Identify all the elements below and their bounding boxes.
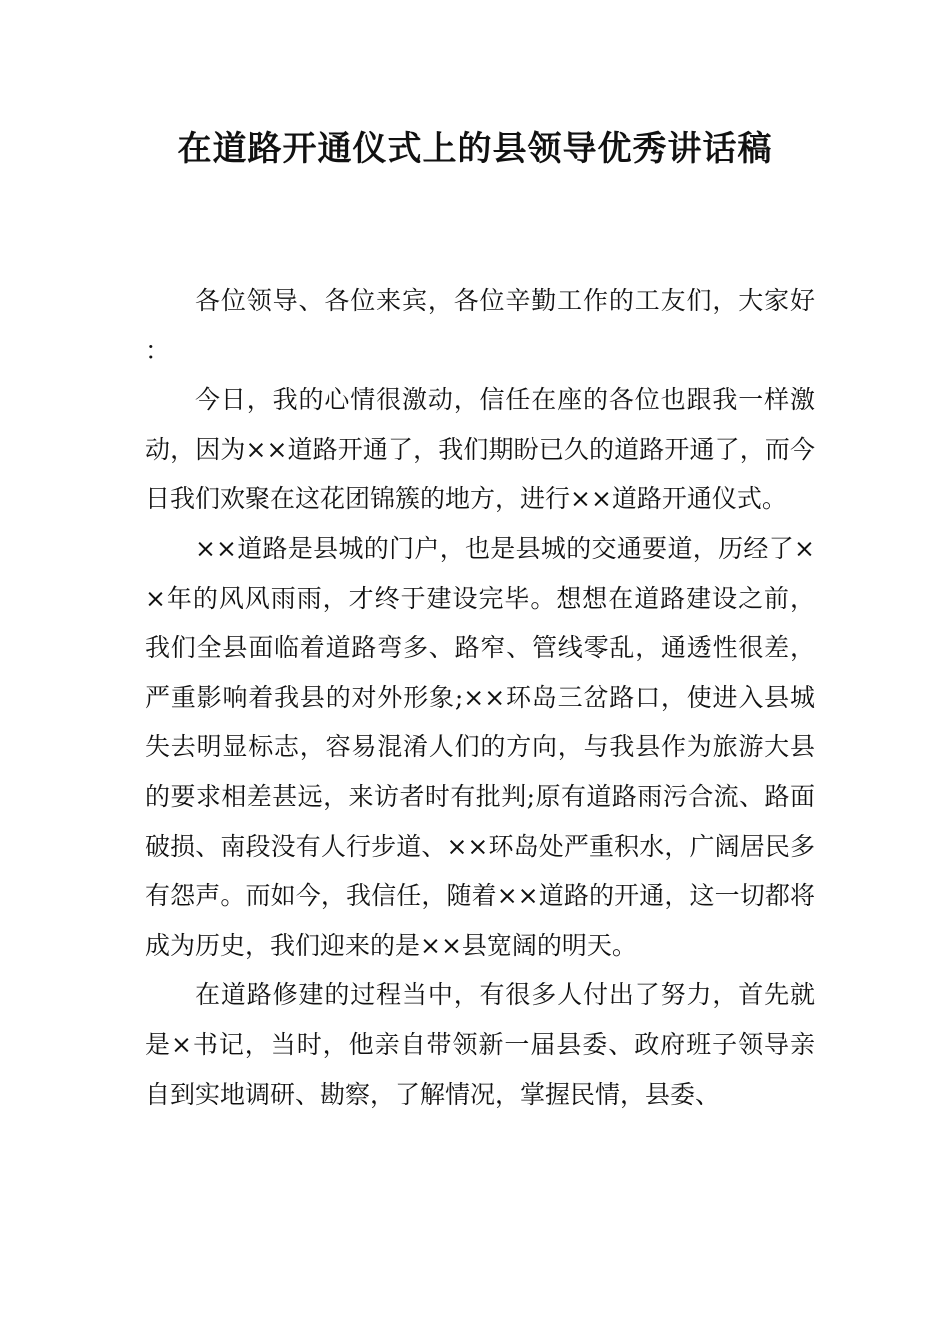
paragraph-opening: 今日，我的心情很激动，信任在座的各位也跟我一样激动，因为××道路开通了，我们期盼已久的道路开通了，而今日我们欢聚在这花团锦簇的地方，进行××道路开通仪式。 <box>145 385 815 514</box>
document-title: 在道路开通仪式上的县领导优秀讲话稿 <box>177 129 773 169</box>
document-body <box>145 276 815 1119</box>
paragraph-acknowledgement: 在道路修建的过程当中，有很多人付出了努力，首先就是×书记，当时，他亲自带领新一届县委、政府班子领导亲自到实地调研、勘察，了解情况，掌握民情，县委、 <box>145 980 815 1109</box>
paragraph-road-history: ××道路是县城的门户，也是县城的交通要道，历经了××年的风风雨雨，才终于建设完毕。想想在道路建设之前，我们全县面临着道路弯多、路窄、管线零乱，通透性很差，严重影响着我县的对外形象;××环岛三岔路口，使进入县城失去明显标志，容易混淆人们的方向，与我县作为旅游大县的要求相差甚远，来访者时有批判;原有道路雨污合流、路面破损、南段没有人行步道、××环岛处严重积水，广阔居民多有怨声。而如今，我信任，随着××道路的开通，这一切都将成为历史，我们迎来的是××县宽阔的明天。 <box>145 533 815 960</box>
paragraph-greeting: 各位领导、各位来宾，各位辛勤工作的工友们，大家好： <box>145 286 815 365</box>
